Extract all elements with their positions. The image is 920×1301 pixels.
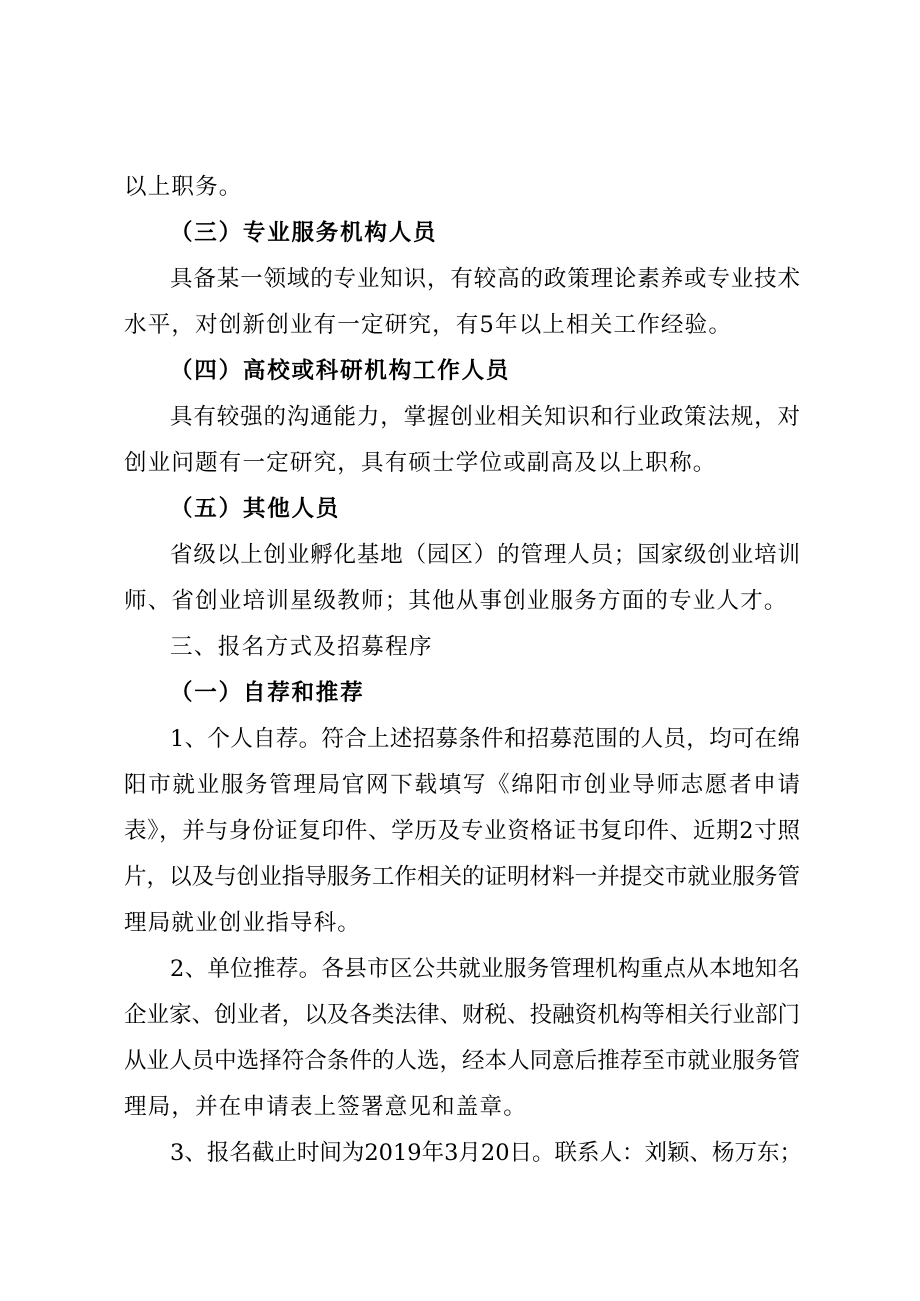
paragraph-line: 阳市就业服务管理局官网下载填写《绵阳市创业导师志愿者申请 bbox=[124, 772, 800, 798]
paragraph-line: 企业家、创业者，以及各类法律、财税、投融资机构等相关行业部门 bbox=[124, 1002, 800, 1028]
paragraph-line: 创业问题有一定研究，具有硕士学位或副高及以上职称。 bbox=[124, 450, 717, 476]
paragraph-line: 理局，并在申请表上签署意见和盖章。 bbox=[124, 1094, 527, 1120]
section-heading-1: （一）自荐和推荐 bbox=[170, 680, 365, 706]
paragraph-line: 水平，对创新创业有一定研究，有5年以上相关工作经验。 bbox=[124, 312, 733, 338]
section-heading-4: （四）高校或科研机构工作人员 bbox=[170, 358, 511, 384]
paragraph-line: 表》，并与身份证复印件、学历及专业资格证书复印件、近期2寸照 bbox=[124, 818, 800, 844]
paragraph-line: 1、个人自荐。符合上述招募条件和招募范围的人员，均可在绵 bbox=[170, 726, 800, 752]
paragraph-line: 理局就业创业指导科。 bbox=[124, 910, 362, 936]
section-heading-5: （五）其他人员 bbox=[170, 496, 341, 522]
section-heading-3: （三）专业服务机构人员 bbox=[170, 220, 438, 246]
paragraph-line: 片，以及与创业指导服务工作相关的证明材料一并提交市就业服务管 bbox=[124, 864, 800, 890]
paragraph-line: 2、单位推荐。各县市区公共就业服务管理机构重点从本地知名 bbox=[170, 956, 800, 982]
paragraph-line: 从业人员中选择符合条件的人选，经本人同意后推荐至市就业服务管 bbox=[124, 1048, 800, 1074]
paragraph-line: 3、报名截止时间为2019年3月20日。联系人：刘颖、杨万东； bbox=[170, 1140, 803, 1166]
paragraph-line: 具备某一领域的专业知识，有较高的政策理论素养或专业技术 bbox=[170, 266, 800, 292]
chapter-heading: 三、报名方式及招募程序 bbox=[170, 634, 433, 660]
paragraph-line: 师、省创业培训星级教师；其他从事创业服务方面的专业人才。 bbox=[124, 588, 788, 614]
paragraph-line: 以上职务。 bbox=[124, 174, 243, 200]
paragraph-line: 具有较强的沟通能力，掌握创业相关知识和行业政策法规，对 bbox=[170, 404, 800, 430]
paragraph-line: 省级以上创业孵化基地（园区）的管理人员；国家级创业培训 bbox=[170, 542, 800, 568]
